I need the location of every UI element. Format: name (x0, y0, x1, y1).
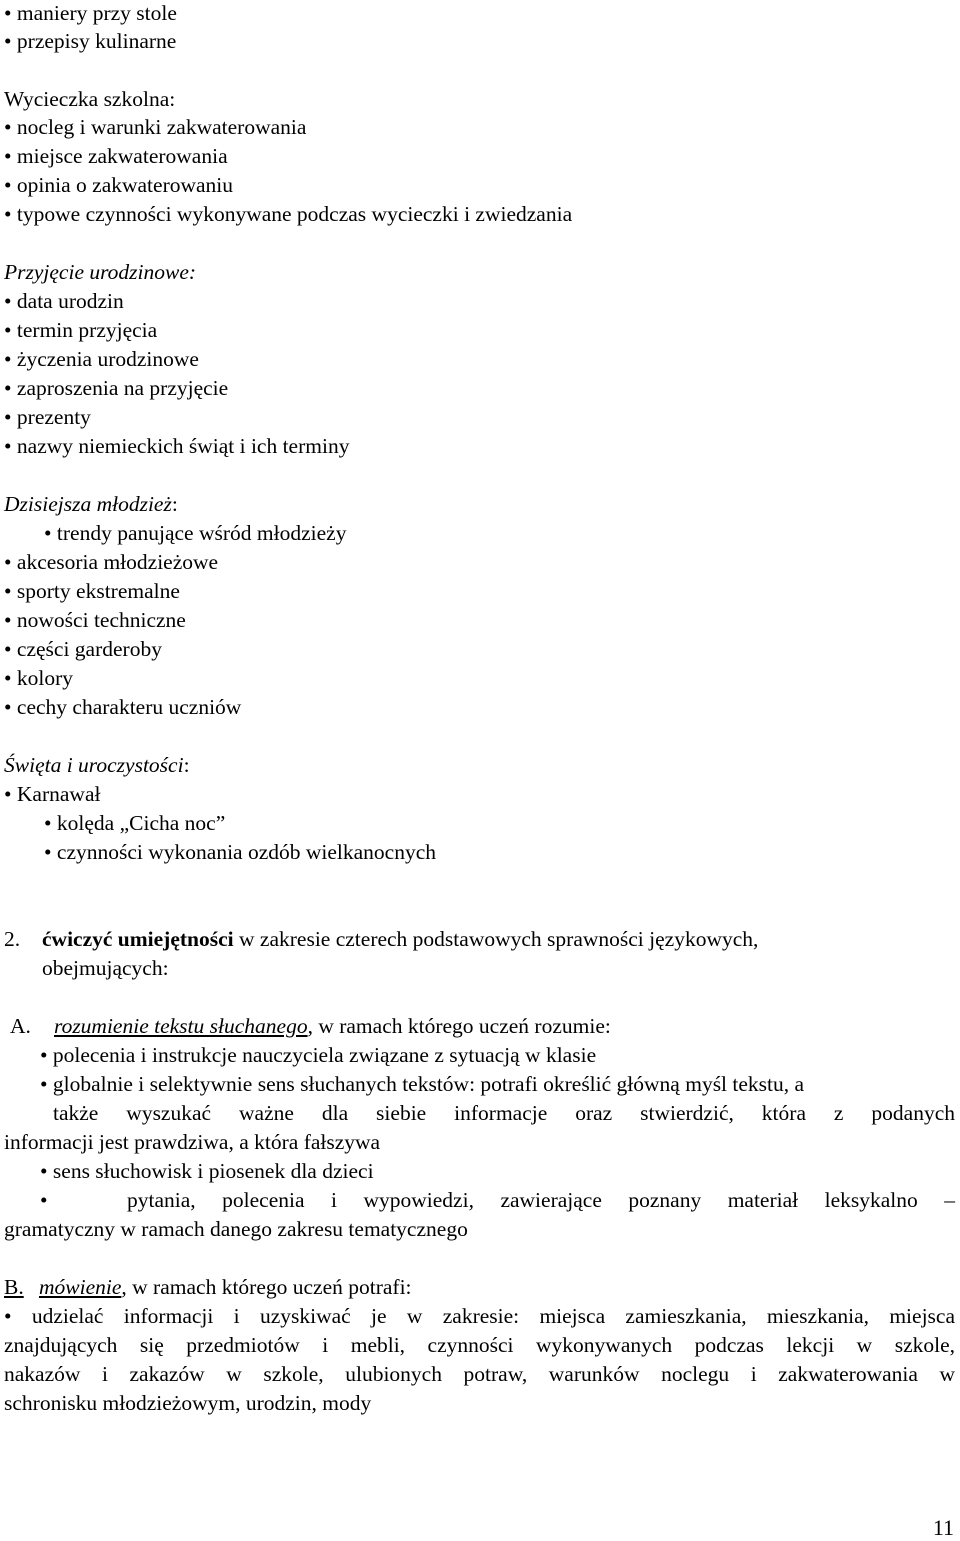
list-item: • nocleg i warunki zakwaterowania (4, 115, 307, 139)
bullet-icon: • (4, 173, 12, 197)
paragraph-line: znajdujących się przedmiotów i mebli, czynności wykonywanych podczas lekcji w szkole, (4, 1333, 955, 1357)
bullet-icon: • (4, 1304, 12, 1328)
section-heading-youth: Dzisiejsza młodzież: (4, 492, 178, 516)
section-2-title: ćwiczyć umiejętności w zakresie czterech podstawowych sprawności językowych, (42, 927, 759, 951)
bullet-icon: • (4, 289, 12, 313)
list-item: • kolęda „Cicha noc” (44, 811, 226, 835)
list-item-continuation: także wyszukać ważne dla siebie informacje oraz stwierdzić, która z podanych (53, 1101, 955, 1125)
bullet-icon: • (4, 405, 12, 429)
list-item: • cechy charakteru uczniów (4, 695, 242, 719)
list-item: • polecenia i instrukcje nauczyciela związane z sytuacją w klasie (40, 1043, 597, 1067)
bullet-icon: • (4, 579, 12, 603)
bullet-icon: • (4, 29, 12, 53)
list-item: • maniery przy stole (4, 1, 177, 25)
list-item: • typowe czynności wykonywane podczas wycieczki i zwiedzania (4, 202, 573, 226)
list-item: • trendy panujące wśród młodzieży (44, 521, 347, 545)
list-item: • części garderoby (4, 637, 162, 661)
list-item: • sporty ekstremalne (4, 579, 180, 603)
page-number: 11 (932, 1515, 954, 1540)
list-item: • Karnawał (4, 782, 101, 806)
list-item: • zaproszenia na przyjęcie (4, 376, 229, 400)
section-2-line2: obejmujących: (42, 956, 169, 980)
paragraph-line: schronisku młodzieżowym, urodzin, mody (4, 1391, 372, 1415)
bullet-icon: • (40, 1072, 48, 1096)
bullet-icon: • (40, 1043, 48, 1067)
list-item: • nowości techniczne (4, 608, 186, 632)
list-item: • nazwy niemieckich świąt i ich terminy (4, 434, 350, 458)
section-b-letter: B. (4, 1275, 24, 1299)
list-item: • przepisy kulinarne (4, 29, 177, 53)
bullet-icon: • (44, 840, 52, 864)
bullet-icon: • (4, 608, 12, 632)
section-2-number: 2. (4, 927, 21, 951)
bullet-icon: • (4, 376, 12, 400)
section-b-title: mówienie, w ramach którego uczeń potrafi: (39, 1275, 412, 1299)
paragraph-line: nakazów i zakazów w szkole, ulubionych potraw, warunków noclegu i zakwaterowania w (4, 1362, 955, 1386)
section-a-letter: A. (10, 1014, 31, 1038)
list-item: • prezenty (4, 405, 91, 429)
bullet-icon: • (4, 318, 12, 342)
list-item-continuation: gramatyczny w ramach danego zakresu tematycznego (4, 1217, 468, 1241)
bullet-icon: • (4, 144, 12, 168)
bullet-icon: • (4, 666, 12, 690)
bullet-icon: • (4, 115, 12, 139)
bullet-icon: • (44, 521, 52, 545)
list-item: • czynności wykonania ozdób wielkanocnych (44, 840, 437, 864)
list-item: • życzenia urodzinowe (4, 347, 199, 371)
section-a-title: rozumienie tekstu słuchanego, w ramach którego uczeń rozumie: (54, 1014, 611, 1038)
bullet-icon: • (4, 637, 12, 661)
bullet-icon: • (4, 434, 12, 458)
list-item: • kolory (4, 666, 74, 690)
paragraph-line: • udzielać informacji i uzyskiwać je w zakresie: miejsca zamieszkania, mieszkania, miejsca (4, 1304, 956, 1328)
list-item: • data urodzin (4, 289, 124, 313)
bullet-icon: • (4, 550, 12, 574)
bullet-icon: • (4, 347, 12, 371)
bullet-icon: • (4, 1, 12, 25)
bullet-icon: • (4, 695, 12, 719)
list-item: • sens słuchowisk i piosenek dla dzieci (40, 1159, 374, 1183)
list-item-continuation: informacji jest prawdziwa, a która fałszywa (4, 1130, 381, 1154)
bullet-icon: • (40, 1159, 48, 1183)
list-item: • pytania, polecenia i wypowiedzi, zawierające poznany materiał leksykalno – (40, 1188, 956, 1212)
list-item: • globalnie i selektywnie sens słuchanych tekstów: potrafi określić główną myśl tekstu, a (40, 1072, 805, 1096)
list-item: • miejsce zakwaterowania (4, 144, 228, 168)
list-item: • opinia o zakwaterowaniu (4, 173, 234, 197)
bullet-icon: • (44, 811, 52, 835)
list-item: • akcesoria młodzieżowe (4, 550, 219, 574)
bullet-icon: • (4, 782, 12, 806)
section-heading-birthday: Przyjęcie urodzinowe: (4, 260, 197, 284)
section-heading-holidays: Święta i uroczystości: (4, 753, 190, 777)
section-heading-trip: Wycieczka szkolna: (4, 87, 176, 111)
bullet-icon: • (40, 1188, 48, 1212)
bullet-icon: • (4, 202, 12, 226)
list-item: • termin przyjęcia (4, 318, 158, 342)
